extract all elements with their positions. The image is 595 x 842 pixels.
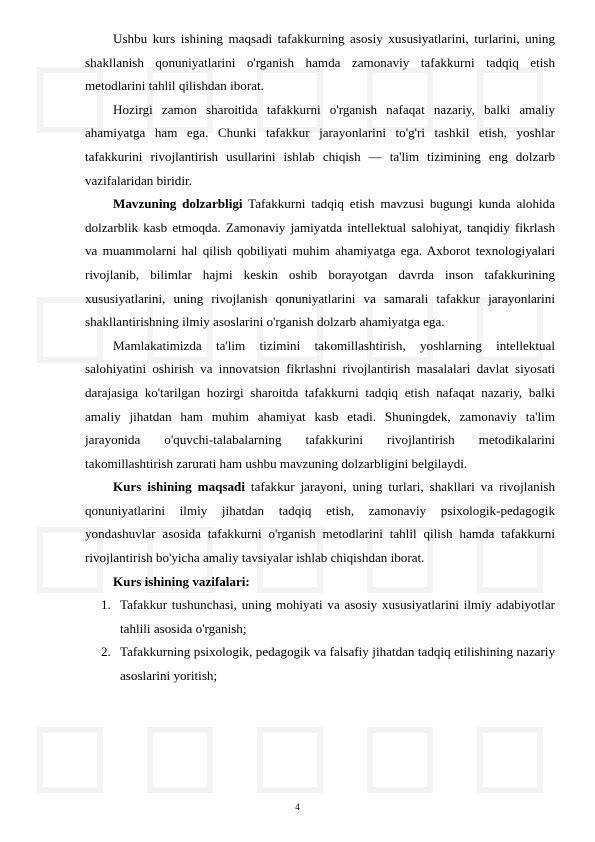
document-body (85, 27, 555, 688)
relevance-text: Tafakkurni tadqiq etish mavzusi bugungi kunda alohida dolzarblik kasb etmoqda. Zamonaviy jamiyatda intellektual salohiyat, tanqidiy fikrlash va muammolarni hal qilish qobiliyati muhim ahamiyatga ega. Axborot texnologiyalari rivojlanib, bilimlar hajmi keskin oshib borayotgan davrda inson tafakkurining xususiyatlarini, uning rivojlanish qonuniyatlarini va samarali tafakkur jarayonlarini shakllantirishning ilmiy asoslarini o'rganish dolzarb ahamiyatga ega. (85, 196, 556, 330)
list-item-number: 2. (101, 644, 111, 660)
tasks-list (85, 593, 555, 687)
list-item (85, 640, 555, 687)
paragraph-relevance (85, 192, 555, 334)
paragraph-education: Mamlakatimizda ta'lim tizimini takomillashtirish, yoshlarning intellektual salohiyatini oshirish va innovatsion fikrlashni rivojlantirish masalalari davlat siyosati darajasiga ko'tarilgan hozirgi sharoitda tafakkurni tadqiq etish nafaqat nazariy, balki amaliy jihatdan ham muhim ahamiyat kasb etadi. Shuningdek, zamonaviy ta'lim jarayonida o'quvchi-talabalarning tafakkurini rivojlantirish metodikalarini takomillashtirish zarurati ham ushbu mavzuning dolzarbligini belgilaydi. (85, 337, 555, 471)
list-item-number: 1. (101, 597, 111, 613)
paragraph-importance: Hozirgi zamon sharoitida tafakkurni o'rganish nafaqat nazariy, balki amaliy ahamiyatga ham ega. Chunki tafakkur jarayonlarini to'g'ri tashkil etish, yoshlar tafakkurini rivojlantirish usullarini ishlab chiqish — ta'lim tizimining eng dolzarb vazifalaridan biridir. (85, 101, 555, 188)
paragraph-purpose: Ushbu kurs ishining maqsadi tafakkurning asosiy xususiyatlarini, turlarini, uning shakllanish qonuniyatlarini o'rganish hamda zamonaviy tafakkurni tadqiq etish metodlarini tahlil qilishdan iborat. (85, 31, 555, 94)
list-item-text: Tafakkurning psixologik, pedagogik va falsafiy jihatdan tadqiq etilishining nazariy asoslarini yoritish; (120, 644, 555, 684)
list-item (85, 593, 555, 640)
paragraph-goal (85, 475, 555, 569)
goal-heading: Kurs ishining maqsadi (113, 479, 245, 495)
goal-text: tafakkur jarayoni, uning turlari, shakllari va rivojlanish qonuniyatlarini ilmiy jihatdan tadqiq etish, zamonaviy psixologik-pedagogik yondashuvlar asosida tafakkurni o'rganish metodlarini tahlil qilish hamda tafakkurni rivojlantirish bo'yicha amaliy tavsiyalar ishlab chiqishdan iborat. (85, 479, 555, 566)
tasks-heading: Kurs ishining vazifalari: (113, 573, 250, 589)
page-number: 4 (295, 802, 300, 812)
list-item-text: Tafakkur tushunchasi, uning mohiyati va asosiy xususiyatlarini ilmiy adabiyotlar tahlili asosida o'rganish; (120, 597, 555, 636)
relevance-heading: Mavzuning dolzarbligi (113, 196, 243, 212)
